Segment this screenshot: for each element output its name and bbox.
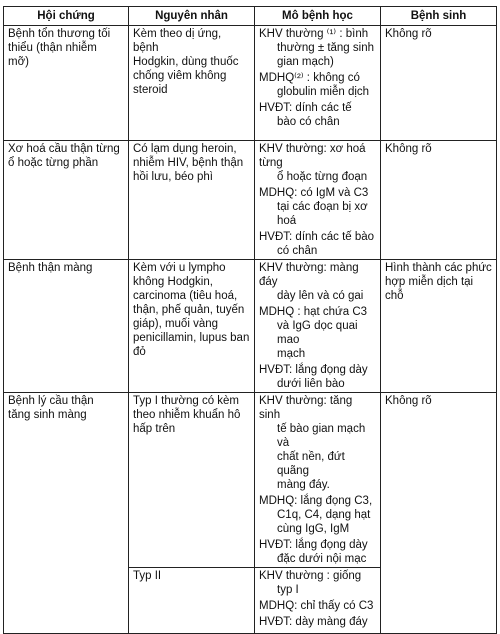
cell-line: Typ I thường có kèm [133, 395, 240, 407]
histology-line: HVĐT: dính các tế [259, 102, 352, 114]
histology-line-cont: ổ hoặc từng đoạn [277, 171, 368, 183]
histology-line-cont: dưới liên bào [277, 378, 345, 390]
histology-line-cont: mạch [277, 348, 306, 360]
cell-line: mỡ) [8, 56, 29, 68]
histology-line-cont: typ I [277, 584, 299, 596]
cause-cell [129, 141, 255, 260]
table-row [4, 393, 497, 568]
cell-line: Kèm với u lympho [133, 262, 226, 274]
syndrome-cell [4, 141, 129, 260]
pathogenesis-cell [381, 141, 497, 260]
histology-line-cont: bào có chân [277, 116, 340, 128]
header-row [4, 7, 497, 26]
header-histology: Mô bệnh học [255, 7, 381, 26]
histology-line-cont: tế bào gian mạch và [277, 423, 366, 449]
cell-line: chống viêm không [133, 70, 227, 82]
histology-line-cont: dày lên và có gai [277, 290, 364, 302]
histology-line-cont: globulin miễn dịch [277, 86, 370, 98]
cause-cell [129, 26, 255, 141]
histology-line-cont: cùng IgG, IgM [277, 523, 350, 535]
cell-line: Bệnh tổn thương tối [8, 28, 111, 40]
histology-line-cont: màng đáy. [277, 479, 330, 491]
histology-line-cont: thường ± tăng sinh [277, 42, 374, 54]
cell-line: Không rõ [385, 143, 432, 155]
histology-line-cont: chất nền, đứt quãng [277, 451, 345, 477]
histology-cell [255, 141, 381, 260]
histology-line: KHV thường: tăng sinh [259, 395, 353, 421]
histology-line: KHV thường: màng đáy [259, 262, 359, 288]
cause-cell [129, 568, 255, 634]
histology-line-cont: đặc dưới nội mạc [277, 553, 367, 565]
histology-line-cont: và IgG dọc quai mao [277, 320, 358, 346]
pathogenesis-cell [381, 260, 497, 393]
header-syndrome: Hội chứng [4, 7, 129, 26]
histology-line: KHV thường ⁽¹⁾ : bình [259, 28, 369, 40]
cell-line: nhiễm HIV, bệnh thận [133, 157, 244, 169]
syndrome-cell [4, 26, 129, 141]
syndrome-cell [4, 393, 129, 634]
cell-line: carcinoma (tiêu hoá, [133, 290, 238, 302]
cell-line: Bệnh lý cầu thận [8, 395, 94, 407]
histology-line-cont: có chân [277, 245, 318, 257]
histology-line: KHV thường : giống [259, 570, 362, 582]
cell-line: ổ hoặc từng phần [8, 157, 99, 169]
histology-line: HVĐT: dính các tế bào [259, 231, 375, 243]
cell-line: hồi lưu, béo phì [133, 171, 213, 183]
histology-line: HVĐT: lắng đọng dày [259, 364, 368, 376]
table-row [4, 260, 497, 393]
cell-line: không Hodgkin, [133, 276, 213, 288]
cell-line: Có lạm dụng heroin, [133, 143, 237, 155]
syndrome-cell [4, 260, 129, 393]
cell-line: hấp trên [133, 423, 176, 435]
histology-cell [255, 260, 381, 393]
cell-line: theo nhiễm khuẩn hô [133, 409, 241, 421]
histology-line: MDHQ: có IgM và C3 [259, 187, 369, 199]
histology-line: HVĐT: dày màng đáy [259, 616, 368, 628]
cell-line: Bệnh thận màng [8, 262, 93, 274]
cell-line: giáp), muối vàng [133, 318, 219, 330]
histology-line: MDHQ: chỉ thấy có C3 [259, 600, 374, 612]
cell-line: steroid [133, 84, 168, 96]
cell-line: thận, phế quản, tuyến [133, 304, 245, 316]
cell-line: Kèm theo dị ứng, bệnh [133, 28, 222, 54]
table-body [4, 26, 497, 634]
pathogenesis-cell [381, 393, 497, 634]
cell-line: thiểu (thận nhiễm [8, 42, 97, 54]
header-cause: Nguyên nhân [129, 7, 255, 26]
cell-line: Xơ hoá cầu thận từng [8, 143, 120, 155]
histology-cell [255, 568, 381, 634]
histology-line: KHV thường: xơ hoá từng [259, 143, 366, 169]
header-pathogenesis: Bệnh sinh [381, 7, 497, 26]
histology-line-cont: gian mạch) [277, 56, 334, 68]
table-row [4, 141, 497, 260]
cell-line: Hodgkin, dùng thuốc [133, 56, 239, 68]
cell-line: Không rõ [385, 395, 432, 407]
histology-line: MDHQ: lắng đọng C3, [259, 495, 373, 507]
cause-cell [129, 393, 255, 568]
cell-line: penicillamin, lupus ban [133, 332, 250, 344]
histology-line: HVĐT: lắng đọng dày [259, 539, 368, 551]
histology-line: MDHQ : hạt chứa C3 [259, 306, 368, 318]
histology-cell [255, 26, 381, 141]
histology-line-cont: tại các đoạn bị xơ hoá [277, 201, 368, 227]
cause-cell [129, 260, 255, 393]
disease-table [3, 6, 497, 634]
cell-line: tăng sinh màng [8, 409, 87, 421]
cell-line: Không rõ [385, 28, 432, 40]
table-row [4, 26, 497, 141]
cell-line: hợp miễn dịch tại chỗ [385, 276, 474, 302]
histology-cell [255, 393, 381, 568]
histology-line-cont: C1q, C4, dạng hạt [277, 509, 371, 521]
pathogenesis-cell [381, 26, 497, 141]
cell-line: đỏ [133, 346, 146, 358]
cell-line: Typ II [133, 570, 162, 582]
histology-line: MDHQ⁽²⁾ : không có [259, 72, 360, 84]
cell-line: Hình thành các phức [385, 262, 492, 274]
